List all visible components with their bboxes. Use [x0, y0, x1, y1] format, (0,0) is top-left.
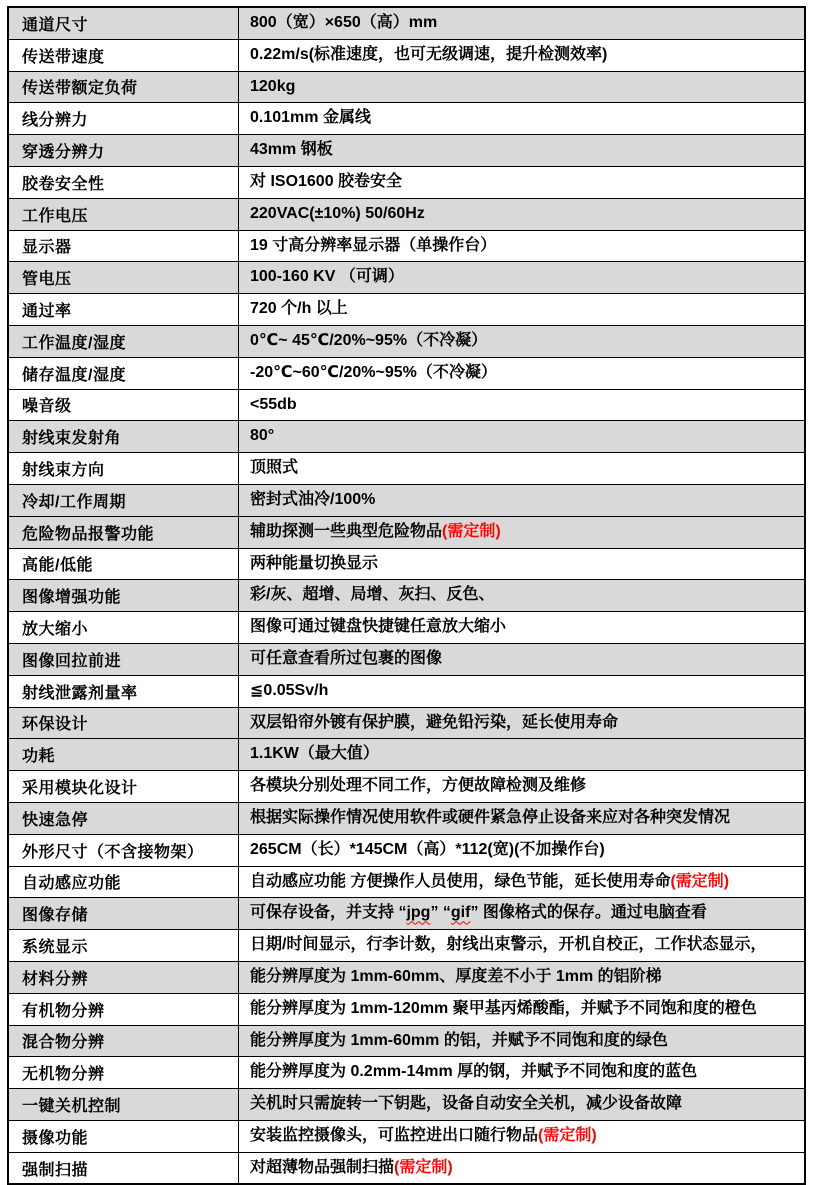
spec-row-value — [239, 739, 804, 770]
spec-row-value — [239, 517, 804, 548]
value-segment: 19 寸高分辨率显示器（单操作台） — [250, 236, 497, 254]
value-segment: 能分辨厚度为 1mm-60mm 的铝，并赋予不同饱和度的绿色 — [250, 1031, 668, 1049]
spec-row — [9, 739, 804, 771]
spec-row-value — [239, 867, 804, 898]
spec-row-value — [239, 485, 804, 516]
spec-row — [9, 199, 804, 231]
spec-row-label: 显示器 — [9, 231, 239, 262]
spec-row-label: 通过率 — [9, 294, 239, 325]
spec-row-value — [239, 294, 804, 325]
customization-required-note: (需定制) — [538, 1126, 597, 1144]
spec-row-value — [239, 708, 804, 739]
spec-row-label: 射线泄露剂量率 — [9, 676, 239, 707]
spec-row-value — [239, 612, 804, 643]
spec-row — [9, 1153, 804, 1184]
spec-row-label: 管电压 — [9, 262, 239, 293]
spec-row-label: 采用模块化设计 — [9, 771, 239, 802]
spec-row-value — [239, 262, 804, 293]
spec-row — [9, 1057, 804, 1089]
spec-row — [9, 453, 804, 485]
spec-row-value-text — [250, 424, 274, 449]
spec-row-value — [239, 676, 804, 707]
spec-row-label: 混合物分辨 — [9, 1026, 239, 1057]
spec-row-value — [239, 1026, 804, 1057]
spec-row-label: 危险物品报警功能 — [9, 517, 239, 548]
spec-row — [9, 580, 804, 612]
spec-row-value — [239, 390, 804, 421]
spec-row-label: 摄像功能 — [9, 1121, 239, 1152]
spec-row-value — [239, 580, 804, 611]
value-segment: 265CM（长）*145CM（高）*112(宽)(不加操作台) — [250, 840, 605, 858]
spec-row-label: 传送带速度 — [9, 40, 239, 71]
spec-row-value-text — [250, 234, 496, 259]
spec-row-label: 工作温度/湿度 — [9, 326, 239, 357]
spec-row — [9, 612, 804, 644]
spec-row-value — [239, 421, 804, 452]
spec-row-label: 工作电压 — [9, 199, 239, 230]
spec-row-value-text — [250, 933, 766, 958]
value-segment: 两种能量切换显示 — [250, 554, 379, 572]
value-segment: 0.22m/s(标准速度，也可无级调速，提升检测效率) — [250, 45, 608, 63]
spec-row-value-text — [250, 170, 402, 195]
value-segment: 彩/灰、超增、局增、灰扫、反色、 — [250, 586, 495, 604]
value-segment: 根据实际操作情况使用软件或硬件紧急停止设备来应对各种突发情况 — [250, 808, 731, 826]
spec-row-value-text — [250, 679, 328, 704]
spec-row-value-text — [250, 75, 295, 100]
spec-row-label: 一键关机控制 — [9, 1089, 239, 1120]
value-segment: 密封式油冷/100% — [250, 490, 376, 508]
value-segment: <55db — [250, 395, 297, 413]
spec-row — [9, 40, 804, 72]
spec-row-value-text — [250, 647, 442, 672]
value-segment: 安装监控摄像头，可监控进出口随行物品 — [250, 1126, 539, 1144]
spec-row-value-text — [250, 488, 375, 513]
value-segment: 能分辨厚度为 0.2mm-14mm 厚的钢，并赋予不同饱和度的蓝色 — [250, 1063, 698, 1081]
value-segment: 双层铅帘外镀有保护膜，避免铅污染，延长使用寿命 — [250, 713, 619, 731]
value-segment: 43mm 钢板 — [250, 141, 333, 159]
value-segment: 120kg — [250, 77, 296, 95]
value-segment: ” “ — [430, 904, 451, 922]
spec-row — [9, 1026, 804, 1058]
value-segment: 220VAC(±10%) 50/60Hz — [250, 204, 425, 222]
value-segment: 720 个/h 以上 — [250, 300, 348, 318]
customization-required-note: (需定制) — [670, 872, 730, 890]
spec-row — [9, 326, 804, 358]
spec-row — [9, 167, 804, 199]
spec-row-label: 外形尺寸（不含接物架） — [9, 835, 239, 866]
spec-row-value-text — [250, 870, 729, 895]
spec-row-value-text — [250, 806, 730, 831]
spec-row-value — [239, 326, 804, 357]
spec-row-label: 噪音级 — [9, 390, 239, 421]
spec-row-value-text — [250, 456, 298, 481]
spec-row-value-text — [250, 1029, 668, 1054]
spec-row — [9, 358, 804, 390]
spec-row-value-text — [250, 1124, 597, 1149]
spec-row-label: 通道尺寸 — [9, 8, 239, 39]
spec-row — [9, 962, 804, 994]
spec-row-value-text — [250, 1060, 697, 1085]
spec-row-value — [239, 8, 804, 39]
value-segment: 可保存设备，并支持 “ — [250, 904, 407, 922]
value-segment: 自动感应功能 方便操作人员使用，绿色节能，延长使用寿命 — [250, 872, 671, 890]
spec-row-value-text — [250, 297, 348, 322]
spec-row — [9, 803, 804, 835]
spec-row-value-text — [250, 838, 605, 863]
spec-row — [9, 1089, 804, 1121]
spec-row-label: 无机物分辨 — [9, 1057, 239, 1088]
spec-row-value — [239, 962, 804, 993]
spellcheck-marked-word: gif — [450, 904, 471, 922]
spec-row-value-text — [250, 361, 497, 386]
spec-row-value-text — [250, 202, 425, 227]
spec-row-value — [239, 103, 804, 134]
spec-row — [9, 549, 804, 581]
spellcheck-marked-word: jpg — [406, 904, 431, 922]
spec-row-value — [239, 1153, 804, 1184]
spec-row-value-text — [250, 901, 707, 926]
spec-row-value-text — [250, 615, 506, 640]
value-segment: 关机时只需旋转一下钥匙，设备自动安全关机，减少设备故障 — [250, 1095, 683, 1113]
spec-row — [9, 994, 804, 1026]
value-segment: 0℃~ 45℃/20%~95%（不冷凝） — [250, 331, 488, 349]
spec-row-label: 强制扫描 — [9, 1153, 239, 1184]
spec-row-value — [239, 1121, 804, 1152]
spec-row — [9, 485, 804, 517]
spec-row — [9, 676, 804, 708]
spec-row-value — [239, 40, 804, 71]
value-segment: 日期/时间显示，行李计数，射线出束警示，开机自校正，工作状态显示， — [250, 936, 767, 954]
spec-row — [9, 294, 804, 326]
spec-row-value — [239, 803, 804, 834]
spec-row-value-text — [250, 774, 586, 799]
spec-row-value-text — [250, 965, 662, 990]
spec-row-label: 高能/低能 — [9, 549, 239, 580]
spec-row-value-text — [250, 742, 379, 767]
spec-row-value-text — [250, 11, 437, 36]
spec-row-label: 线分辨力 — [9, 103, 239, 134]
spec-row-value-text — [250, 583, 494, 608]
spec-row-label: 穿透分辨力 — [9, 135, 239, 166]
value-segment: 各模块分别处理不同工作，方便故障检测及维修 — [250, 777, 587, 795]
value-segment: -20℃~60℃/20%~95%（不冷凝） — [250, 363, 497, 381]
customization-required-note: (需定制) — [442, 522, 501, 540]
customization-required-note: (需定制) — [394, 1158, 453, 1176]
spec-row-label: 胶卷安全性 — [9, 167, 239, 198]
spec-row-value — [239, 358, 804, 389]
spec-row-value — [239, 644, 804, 675]
spec-row-value-text — [250, 1092, 682, 1117]
spec-row-value — [239, 549, 804, 580]
value-segment: 0.101mm 金属线 — [250, 109, 371, 127]
spec-row-value — [239, 199, 804, 230]
value-segment: ” 图像格式的保存。通过电脑查看 — [470, 904, 707, 922]
value-segment: 图像可通过键盘快捷键任意放大缩小 — [250, 618, 507, 636]
value-segment: 80° — [250, 427, 275, 445]
spec-row-value-text — [250, 552, 378, 577]
spec-row-value-text — [250, 711, 618, 736]
spec-row-label: 储存温度/湿度 — [9, 358, 239, 389]
spec-row-value — [239, 1057, 804, 1088]
spec-row-value — [239, 771, 804, 802]
value-segment: 能分辨厚度为 1mm-60mm、厚度差不小于 1mm 的铝阶梯 — [250, 967, 662, 985]
spec-row-value — [239, 72, 804, 103]
spec-row-value — [239, 898, 804, 929]
spec-row-label: 冷却/工作周期 — [9, 485, 239, 516]
spec-row — [9, 231, 804, 263]
spec-row-value — [239, 231, 804, 262]
spec-row-value-text — [250, 520, 501, 545]
spec-row-label: 快速急停 — [9, 803, 239, 834]
spec-row-label: 射线束发射角 — [9, 421, 239, 452]
spec-row-label: 系统显示 — [9, 930, 239, 961]
spec-row — [9, 135, 804, 167]
spec-row-label: 材料分辨 — [9, 962, 239, 993]
spec-row — [9, 835, 804, 867]
value-segment: 1.1KW（最大值） — [250, 745, 379, 763]
spec-row — [9, 72, 804, 104]
value-segment: 顶照式 — [250, 459, 299, 477]
spec-row-label: 环保设计 — [9, 708, 239, 739]
spec-row-label: 图像存储 — [9, 898, 239, 929]
spec-row — [9, 898, 804, 930]
spec-row-value-text — [250, 138, 333, 163]
value-segment: 可任意查看所过包裹的图像 — [250, 649, 443, 667]
spec-row-label: 自动感应功能 — [9, 867, 239, 898]
spec-row — [9, 867, 804, 899]
spec-row-value — [239, 167, 804, 198]
spec-row — [9, 644, 804, 676]
spec-row — [9, 930, 804, 962]
spec-row — [9, 517, 804, 549]
spec-row-value-text — [250, 43, 607, 68]
spec-row — [9, 103, 804, 135]
spec-row-label: 图像增强功能 — [9, 580, 239, 611]
value-segment: 对超薄物品强制扫描 — [250, 1158, 395, 1176]
spec-row-label: 有机物分辨 — [9, 994, 239, 1025]
spec-row-value — [239, 453, 804, 484]
value-segment: 辅助探测一些典型危险物品 — [250, 522, 443, 540]
spec-row-value — [239, 1089, 804, 1120]
spec-row — [9, 262, 804, 294]
value-segment: ≦0.05Sv/h — [250, 681, 329, 699]
value-segment: 能分辨厚度为 1mm-120mm 聚甲基丙烯酸酯，并赋予不同饱和度的橙色 — [250, 999, 757, 1017]
spec-row-value — [239, 994, 804, 1025]
spec-row — [9, 390, 804, 422]
spec-row — [9, 1121, 804, 1153]
value-segment: 800（宽）×650（高）mm — [250, 14, 438, 31]
spec-row — [9, 771, 804, 803]
spec-row-value-text — [250, 265, 404, 290]
spec-row-label: 射线束方向 — [9, 453, 239, 484]
spec-row-value — [239, 930, 804, 961]
spec-row-label: 传送带额定负荷 — [9, 72, 239, 103]
spec-table — [7, 6, 806, 1185]
spec-row-value-text — [250, 997, 757, 1022]
spec-row-value — [239, 835, 804, 866]
spec-row-value-text — [250, 106, 371, 131]
spec-row — [9, 8, 804, 40]
spec-row-label: 放大缩小 — [9, 612, 239, 643]
spec-row-label: 功耗 — [9, 739, 239, 770]
spec-row-value — [239, 135, 804, 166]
spec-row — [9, 421, 804, 453]
spec-row-value-text — [250, 393, 297, 418]
spec-row-value-text — [250, 1156, 453, 1181]
spec-row — [9, 708, 804, 740]
value-segment: 100-160 KV （可调） — [250, 268, 404, 286]
spec-row-value-text — [250, 329, 487, 354]
spec-row-label: 图像回拉前进 — [9, 644, 239, 675]
value-segment: 对 ISO1600 胶卷安全 — [250, 172, 403, 190]
